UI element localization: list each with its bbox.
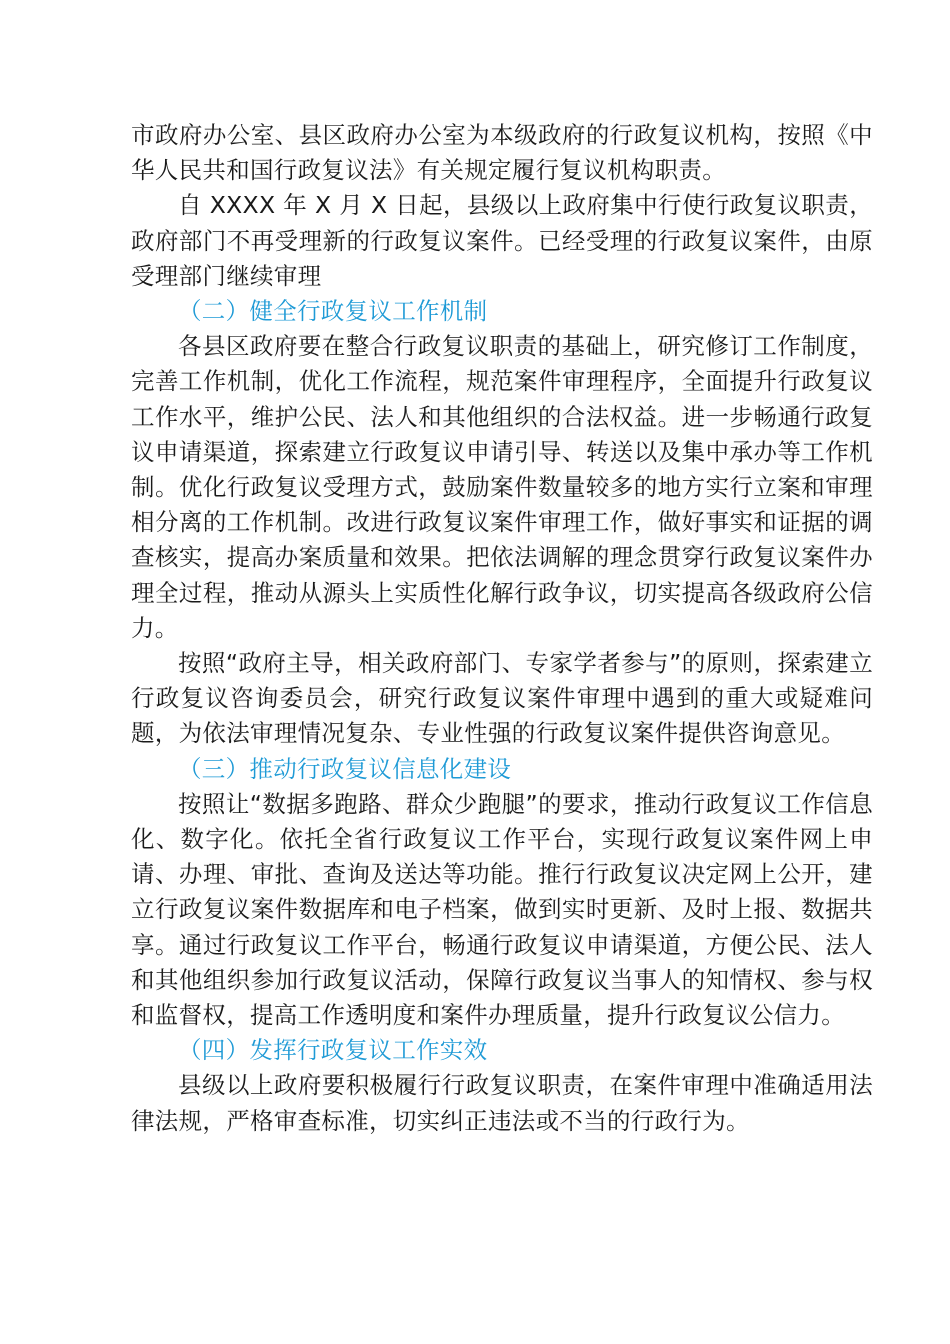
paragraph-informatization: 按照让“数据多跑路、群众少跑腿”的要求，推动行政复议工作信息化、数字化。依托全省行政复议工作平台，实现行政复议案件网上申请、办理、审批、查询及送达等功能。推行行政复议决定网上公开，建立行政复议案件数据库和电子档案，做到实时更新、及时上报、数据共享。通过行政复议工作平台，畅通行政复议申请渠道，方便公民、法人和其他组织参加行政复议活动，保障行政复议当事人的知情权、参与权和监督权，提高工作透明度和案件办理质量，提升行政复议公信力。 [131,789,873,1030]
document-body [131,118,873,1139]
paragraph-review-agency: 市政府办公室、县区政府办公室为本级政府的行政复议机构，按照《中华人民共和国行政复议法》有关规定履行复议机构职责。 [131,121,873,185]
section-heading-3: （三）推动行政复议信息化建设 [178,754,512,783]
paragraph-advisory-committee: 按照“政府主导，相关政府部门、专家学者参与”的原则，探索建立行政复议咨询委员会，研究行政复议案件审理中遇到的重大或疑难问题，为依法审理情况复杂、专业性强的行政复议案件提供咨询意见。 [131,649,873,748]
paragraph-centralized-duties: 自 XXXX 年 X 月 X 日起，县级以上政府集中行使行政复议职责，政府部门不再受理新的行政复议案件。已经受理的行政复议案件，由原受理部门继续审理 [131,191,873,290]
paragraph-effectiveness: 县级以上政府要积极履行行政复议职责，在案件审理中准确适用法律法规，严格审查标准，切实纠正违法或不当的行政行为。 [131,1071,873,1135]
section-heading-4: （四）发挥行政复议工作实效 [178,1036,488,1065]
paragraph-work-mechanism: 各县区政府要在整合行政复议职责的基础上，研究修订工作制度，完善工作机制，优化工作流程，规范案件审理程序，全面提升行政复议工作水平，维护公民、法人和其他组织的合法权益。进一步畅通行政复议申请渠道，探索建立行政复议申请引导、转送以及集中承办等工作机制。优化行政复议受理方式，鼓励案件数量较多的地方实行立案和审理相分离的工作机制。改进行政复议案件审理工作，做好事实和证据的调查核实，提高办案质量和效果。把依法调解的理念贯穿行政复议案件办理全过程，推动从源头上实质性化解行政争议，切实提高各级政府公信力。 [131,332,873,642]
section-heading-2: （二）健全行政复议工作机制 [178,297,488,326]
